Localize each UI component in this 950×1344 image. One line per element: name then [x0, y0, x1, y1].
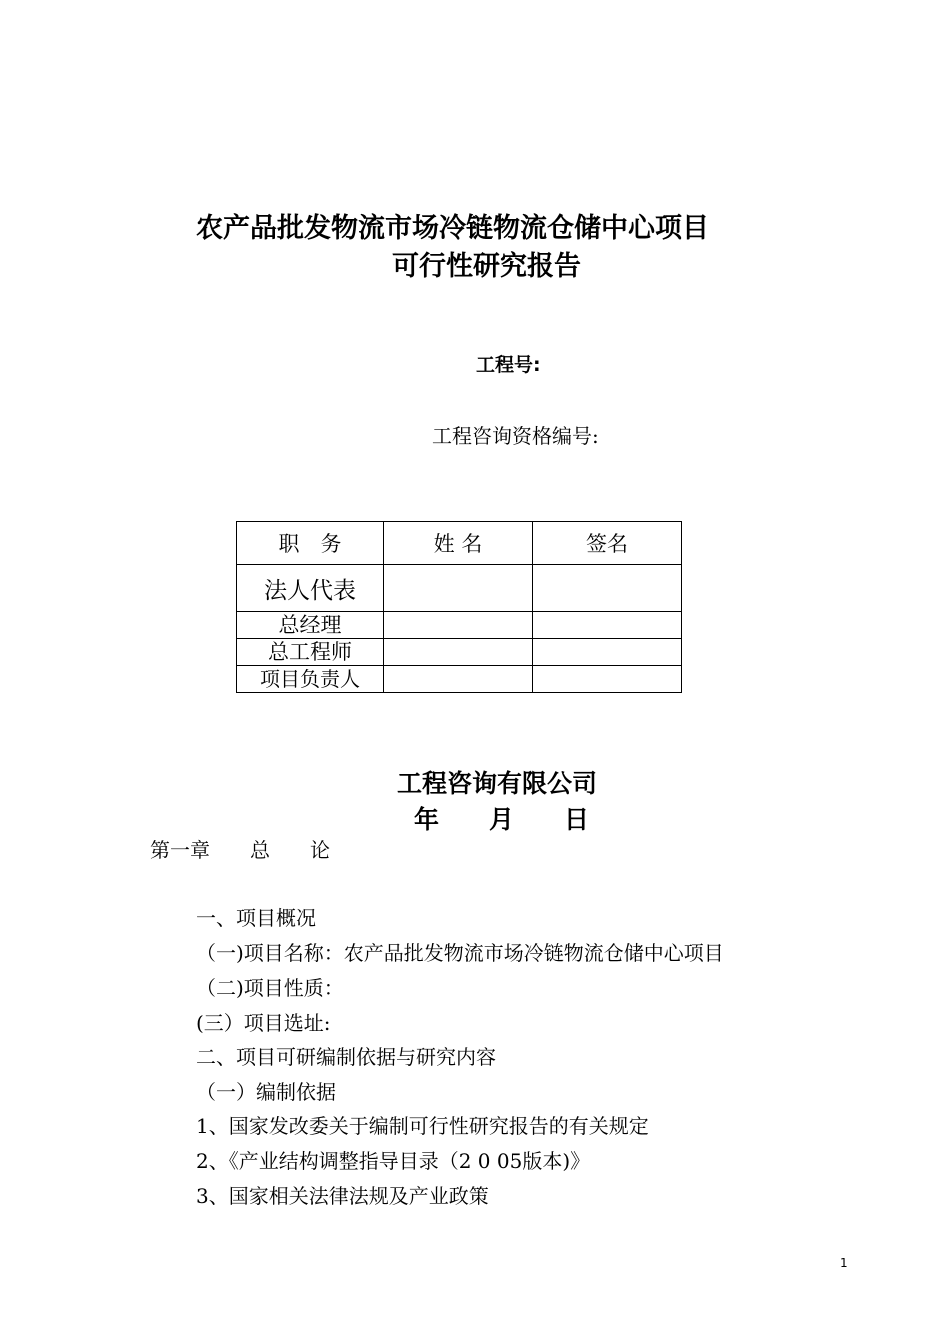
- body-line: 1、国家发改委关于编制可行性研究报告的有关规定: [196, 1114, 649, 1138]
- qualification-number-label: 工程咨询资格编号:: [432, 424, 599, 448]
- report-title-line1: 农产品批发物流市场冷链物流仓储中心项目: [196, 213, 709, 244]
- row-position: 总经理: [237, 612, 384, 639]
- signature-table: [236, 521, 682, 693]
- body-line: (三）项目选址:: [196, 1011, 331, 1035]
- row-name-cell: [384, 565, 533, 612]
- body-line: （一）编制依据: [196, 1080, 336, 1104]
- body-line: 3、国家相关法律法规及产业政策: [196, 1184, 489, 1208]
- body-line: （二)项目性质：: [196, 976, 344, 1000]
- row-position: 项目负责人: [237, 666, 384, 693]
- row-name-cell: [384, 666, 533, 693]
- table-row: [237, 565, 682, 612]
- table-row: [237, 666, 682, 693]
- page-number: 1: [840, 1256, 848, 1270]
- report-title-line2: 可行性研究报告: [392, 251, 581, 282]
- header-signature: 签名: [533, 522, 682, 565]
- row-signature-cell: [533, 639, 682, 666]
- body-line: 一、项目概况: [196, 906, 316, 930]
- header-position: 职 务: [237, 522, 384, 565]
- body-line: 2、《产业结构调整指导目录（2 0 05版本)》: [196, 1149, 591, 1173]
- header-name: 姓 名: [384, 522, 533, 565]
- row-signature-cell: [533, 612, 682, 639]
- row-signature-cell: [533, 565, 682, 612]
- row-signature-cell: [533, 666, 682, 693]
- row-position: 法人代表: [237, 565, 384, 612]
- row-position: 总工程师: [237, 639, 384, 666]
- body-line: （一)项目名称：农产品批发物流市场冷链物流仓储中心项目: [196, 941, 724, 965]
- project-number-label: 工程号:: [476, 354, 541, 376]
- table-row: [237, 612, 682, 639]
- row-name-cell: [384, 612, 533, 639]
- row-name-cell: [384, 639, 533, 666]
- table-row: [237, 639, 682, 666]
- chapter-heading: 第一章 总 论: [150, 838, 330, 862]
- table-header-row: [237, 522, 682, 565]
- date-line: 年 月 日: [414, 805, 590, 834]
- body-line: 二、项目可研编制依据与研究内容: [196, 1045, 496, 1069]
- company-name: 工程咨询有限公司: [397, 769, 598, 798]
